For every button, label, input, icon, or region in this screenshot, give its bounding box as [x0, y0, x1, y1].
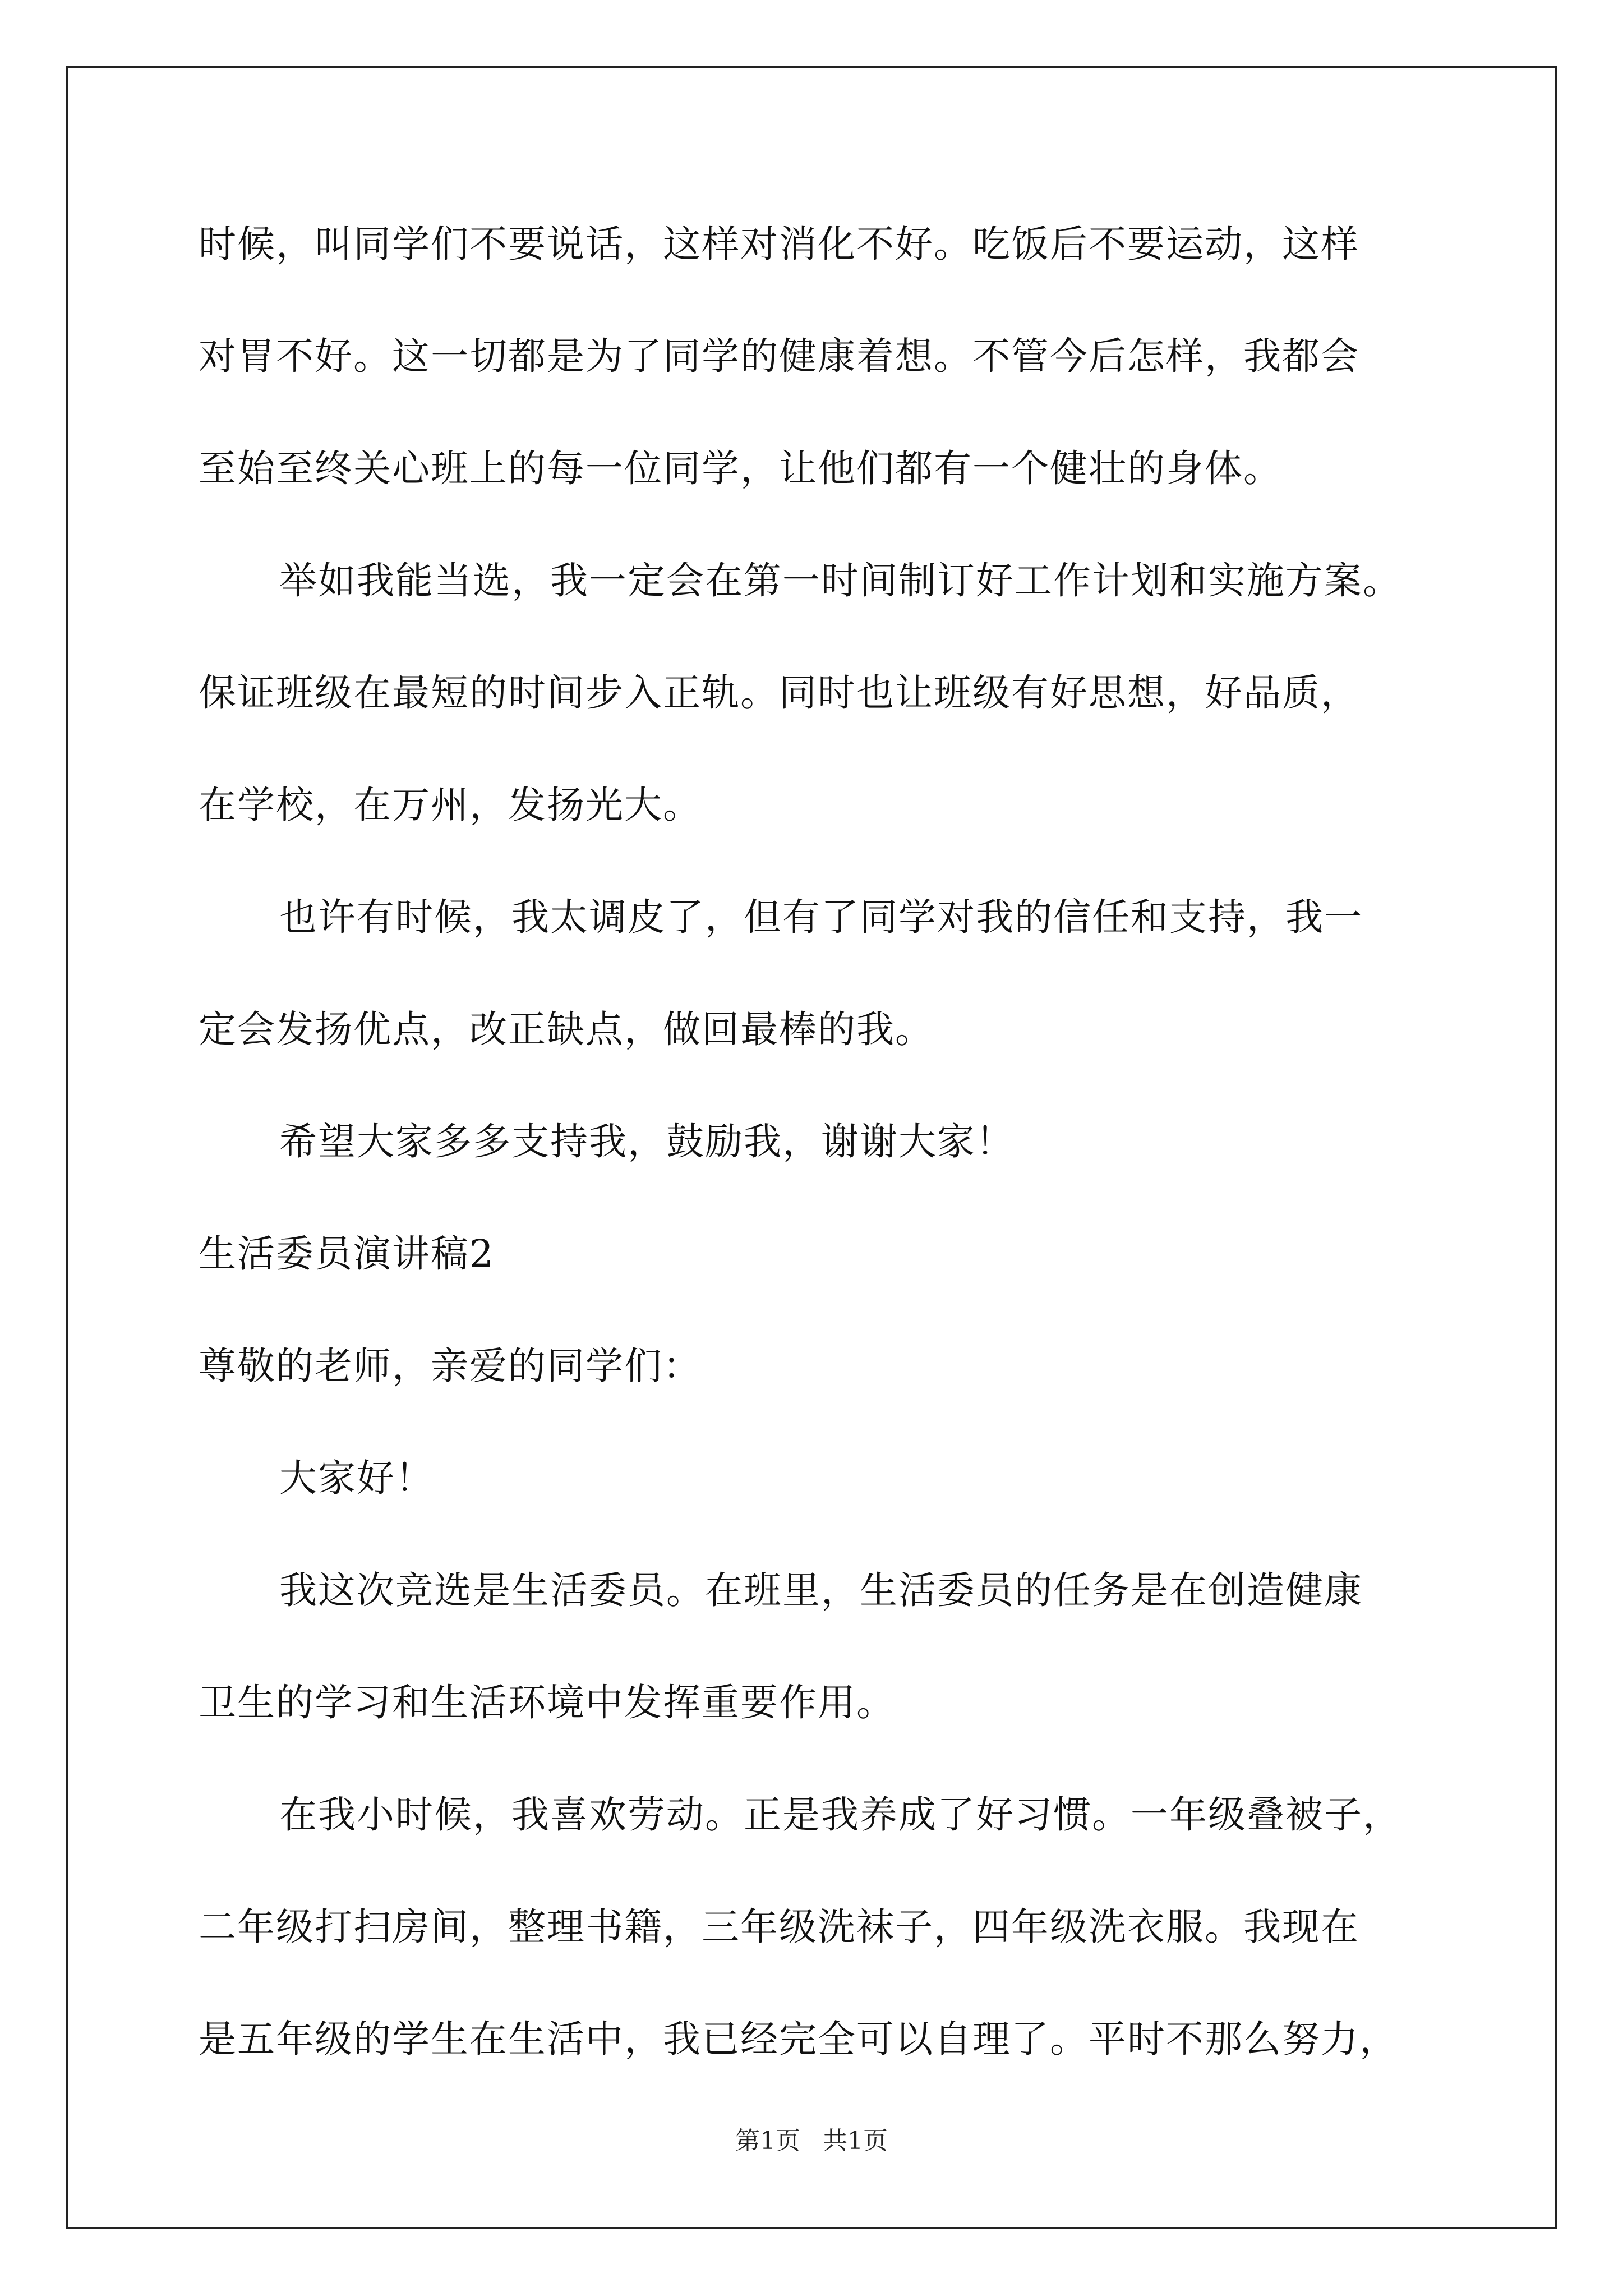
text-line-9: 希望大家多多支持我，鼓励我，谢谢大家！	[279, 1120, 1015, 1163]
text-line-17: 是五年级的学生在生活中，我已经完全可以自理了。平时不那么努力，	[199, 2017, 1398, 2061]
text-line-15: 在我小时候，我喜欢劳动。正是我养成了好习惯。一年级叠被子，	[279, 1793, 1401, 1837]
text-line-16: 二年级打扫房间，整理书籍，三年级洗袜子，四年级洗衣服。我现在	[199, 1905, 1359, 1949]
text-line-14: 卫生的学习和生活环境中发挥重要作用。	[199, 1681, 895, 1724]
text-line-6: 在学校，在万州，发扬光大。	[199, 783, 702, 827]
text-line-4: 举如我能当选，我一定会在第一时间制订好工作计划和实施方案。	[279, 559, 1401, 602]
text-line-2: 对胃不好。这一切都是为了同学的健康着想。不管今后怎样，我都会	[199, 334, 1359, 378]
text-line-8: 定会发扬优点，改正缺点，做回最棒的我。	[199, 1007, 934, 1051]
greeting: 大家好！	[279, 1456, 434, 1500]
text-line-7: 也许有时候，我太调皮了，但有了同学对我的信任和支持，我一	[279, 895, 1363, 939]
text-line-1: 时候，叫同学们不要说话，这样对消化不好。吃饭后不要运动，这样	[199, 222, 1359, 266]
text-line-3: 至始至终关心班上的每一位同学，让他们都有一个健壮的身体。	[199, 447, 1282, 490]
page-total: 共1页	[823, 2127, 888, 2155]
page-number: 第1页	[735, 2127, 800, 2155]
text-line-13: 我这次竞选是生活委员。在班里，生活委员的任务是在创造健康	[279, 1568, 1363, 1612]
salutation: 尊敬的老师，亲爱的同学们：	[199, 1344, 702, 1388]
section-heading: 生活委员演讲稿2	[199, 1232, 495, 1276]
text-line-5: 保证班级在最短的时间步入正轨。同时也让班级有好思想，好品质，	[199, 671, 1359, 715]
page-footer	[0, 2120, 1623, 2156]
